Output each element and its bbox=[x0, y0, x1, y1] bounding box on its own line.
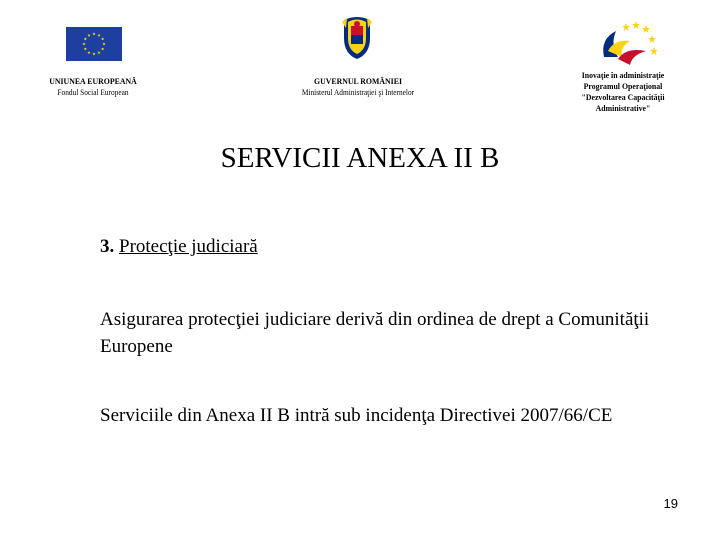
gov-header-text bbox=[275, 76, 441, 98]
eu-flag-icon bbox=[66, 27, 122, 61]
romania-coat-of-arms-icon bbox=[340, 14, 374, 60]
eu-subtitle: Fondul Social European bbox=[57, 88, 129, 97]
paragraph-2: Serviciile din Anexa II B intră sub incidenţa Directivei 2007/66/CE bbox=[100, 405, 613, 426]
eu-title: UNIUNEA EUROPEANĂ bbox=[49, 76, 137, 86]
paragraph-1: Asigurarea protecţiei judiciare derivă din ordinea de drept a Comunităţii Europene bbox=[100, 309, 650, 357]
section-number: 3. bbox=[100, 236, 115, 257]
program-line-4: Administrative" bbox=[595, 103, 651, 113]
section-heading bbox=[100, 236, 258, 258]
page-number: 19 bbox=[663, 496, 678, 511]
program-line-3: "Dezvoltarea Capacităţii bbox=[581, 92, 665, 102]
program-line-2: Programul Operaţional bbox=[583, 81, 663, 91]
program-logo-icon bbox=[596, 17, 660, 69]
section-title: Protecţie judiciară bbox=[119, 236, 258, 257]
eu-header-text bbox=[33, 76, 153, 98]
slide-title: SERVICII ANEXA II B bbox=[220, 142, 500, 174]
program-header-text bbox=[565, 70, 681, 114]
program-line-1: Inovaţie în administraţie bbox=[581, 70, 665, 80]
gov-subtitle: Ministerul Administraţiei şi Internelor bbox=[301, 88, 415, 97]
gov-title: GUVERNUL ROMÂNIEI bbox=[313, 76, 402, 86]
